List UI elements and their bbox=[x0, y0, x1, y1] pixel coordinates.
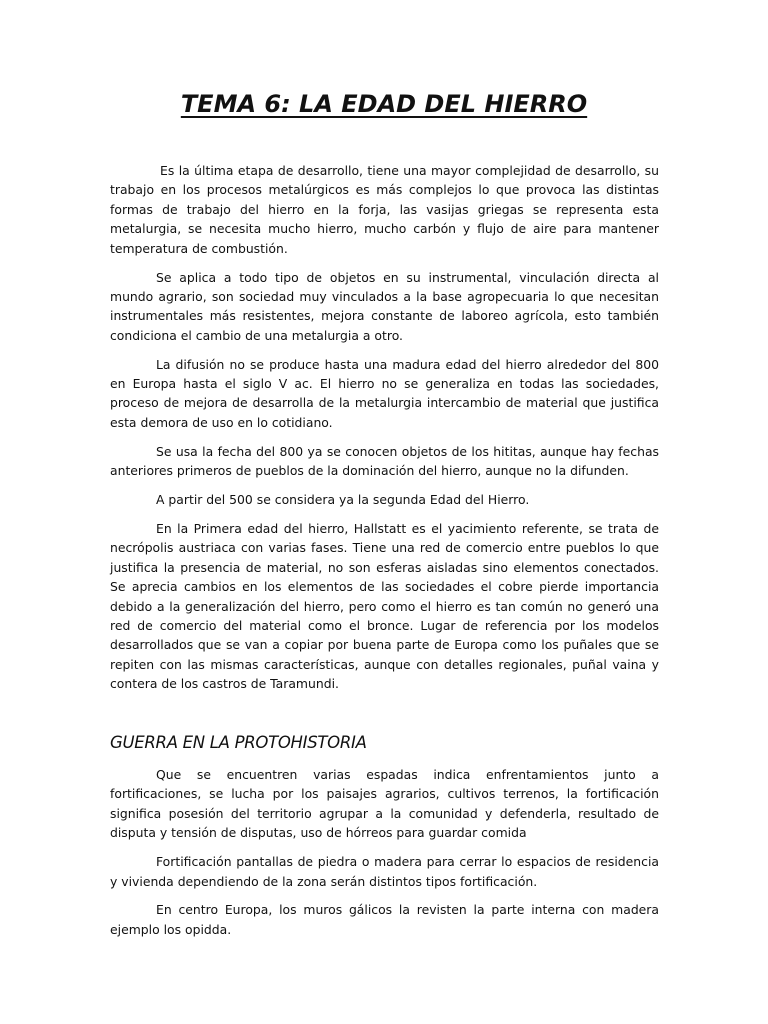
paragraph: Se usa la fecha del 800 ya se conocen objetos de los hititas, aunque hay fechas anteriores primeros de pueblos de la dominación del hierro, aunque no la difunden. bbox=[110, 443, 659, 479]
intro-section bbox=[110, 161, 659, 703]
paragraph: Fortificación pantallas de piedra o madera para cerrar lo espacios de residencia y vivienda dependiendo de la zona serán distintos tipos fortificación. bbox=[110, 854, 659, 889]
paragraph: A partir del 500 se considera ya la segunda Edad del Hierro. bbox=[156, 492, 530, 508]
paragraph: En centro Europa, los muros gálicos la revisten la parte interna con madera ejemplo los opidda. bbox=[110, 902, 659, 937]
paragraph: Se aplica a todo tipo de objetos en su instrumental, vinculación directa al mundo agrario, son sociedad muy vinculados a la base agropecuaria lo que necesitan instrumentales más resistentes, mejora constante de laboreo agrícola, esto también condiciona el cambio de una metalurgia a otro. bbox=[110, 269, 659, 343]
paragraph: Que se encuentren varias espadas indica enfrentamientos junto a fortificaciones, se lucha por los paisajes agrarios, cultivos terrenos, la fortificación significa posesión del territorio agrupar a la comunidad y defenderla, resultado de disputa y tensión de disputas, uso de hórreos para guardar comida bbox=[110, 767, 659, 841]
page-title bbox=[0, 86, 768, 122]
war-section bbox=[110, 765, 659, 949]
page-title-text: TEMA 6: LA EDAD DEL HIERRO bbox=[180, 90, 588, 118]
section-heading: GUERRA EN LA PROTOHISTORIA bbox=[110, 733, 367, 752]
paragraph: En la Primera edad del hierro, Hallstatt es el yacimiento referente, se trata de necrópolis austriaca con varias fases. Tiene una red de comercio entre pueblos lo que justifica la presencia de material, no son esferas aisladas sino elementos conectados. Se aprecia cambios en los elementos de las sociedades el cobre pierde importancia debido a la generalización del hierro, pero como el hierro es tan común no generó una red de comercio del material como el bronce. Lugar de referencia por los modelos desarrollados que se van a copiar por buena parte de Europa como los puñales que se repiten con las mismas características, aunque con detalles regionales, puñal vaina y contera de los castros de Taramundi. bbox=[110, 521, 659, 692]
paragraph: Es la última etapa de desarrollo, tiene una mayor complejidad de desarrollo, su trabajo en los procesos metalúrgicos es más complejos lo que provoca las distintas formas de trabajo del hierro en la forja, las vasijas griegas se representa esta metalurgia, se necesita mucho hierro, mucho carbón y flujo de aire para mantener temperatura de combustión. bbox=[110, 163, 659, 256]
paragraph: La difusión no se produce hasta una madura edad del hierro alrededor del 800 en Europa hasta el siglo V ac. El hierro no se generaliza en todas las sociedades, proceso de mejora de desarrolla de la metalurgia intercambio de material que justifica esta demora de uso en lo cotidiano. bbox=[110, 356, 659, 430]
